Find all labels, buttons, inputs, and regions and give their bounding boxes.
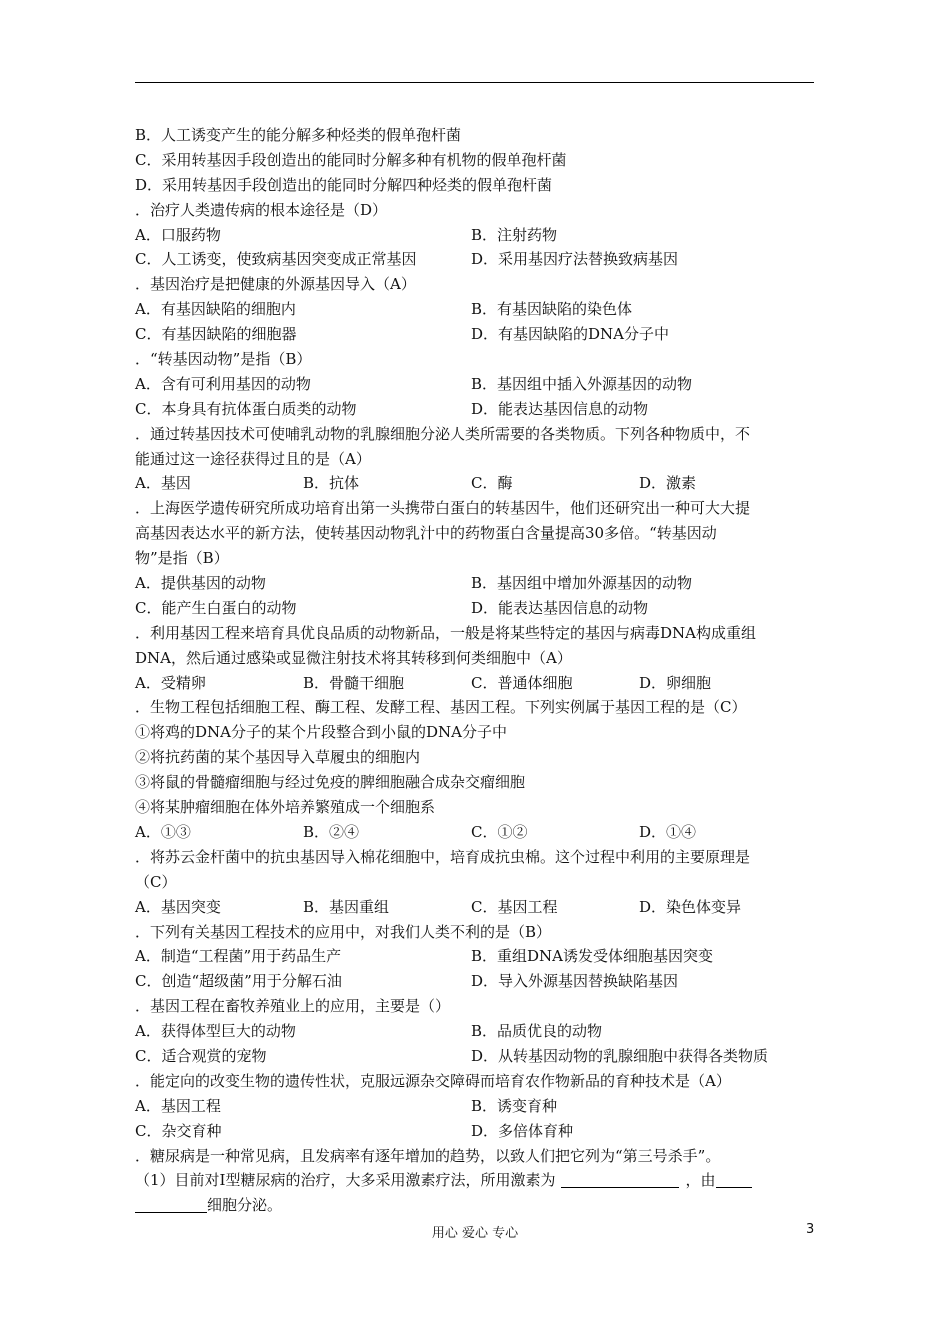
page-footer [0,1222,950,1242]
line-text: ．通过转基因技术可使哺乳动物的乳腺细胞分泌人类所需要的各类物质。下列各种物质中，不 [135,424,751,443]
option-text: A．基因 [135,474,191,493]
text-line [135,720,825,745]
answer-blank[interactable] [135,1196,207,1213]
line-text: 能通过这一途径获得过且的是（A） [135,449,371,468]
line-text: B．人工诱变产生的能分解多种烃类的假单孢杆菌 [135,126,462,144]
text-line [135,1144,825,1169]
option-row [135,596,825,621]
option-text: D．能表达基因信息的动物 [471,399,649,418]
option-text: C．适合观赏的宠物 [135,1046,267,1065]
text-line [135,870,825,895]
line-text: ．“转基因动物”是指（B） [135,350,312,369]
option-text: B．抗体 [303,474,360,493]
option-text: C．基因工程 [471,897,558,916]
option-text: A．有基因缺陷的细胞内 [135,300,296,319]
text-line [135,123,825,148]
option-text: A．基因工程 [135,1096,221,1115]
option-text: D．有基因缺陷的DNA分子中 [471,325,670,344]
option-text: C．普通体细胞 [471,673,573,692]
option-text: D．采用基因疗法替换致病基因 [471,250,679,269]
option-text: A．获得体型巨大的动物 [135,1022,296,1041]
text-line [135,994,825,1019]
line-text: ．生物工程包括细胞工程、酶工程、发酵工程、基因工程。下列实例属于基因工程的是（C） [135,698,747,717]
text-line [135,745,825,770]
line-text: 高基因表达水平的新方法，使转基因动物乳汁中的药物蛋白含量提高30多倍。“转基因动 [135,524,717,543]
option-row [135,1019,825,1044]
option-text: C．本身具有抗体蛋白质类的动物 [135,399,357,418]
option-row [135,297,825,322]
option-row [135,1094,825,1119]
option-row [135,471,825,496]
line-text: ．下列有关基因工程技术的应用中，对我们人类不利的是（B） [135,922,552,941]
option-row [135,372,825,397]
option-text: A．制造“工程菌”用于药品生产 [135,947,342,966]
text-line [135,1069,825,1094]
option-text: C．酶 [471,474,513,493]
option-text: C．创造“超级菌”用于分解石油 [135,972,342,991]
option-row [135,397,825,422]
line-text: ①将鸡的DNA分子的某个片段整合到小鼠的DNA分子中 [135,723,507,742]
option-text: B．注射药物 [471,225,558,244]
line-text: ．将苏云金杆菌中的抗虫基因导入棉花细胞中，培育成抗虫棉。这个过程中利用的主要原理是 [135,847,751,866]
option-text: D．能表达基因信息的动物 [471,598,649,617]
fill-in-line [135,1193,825,1218]
text-line [135,546,825,571]
option-text: B．有基因缺陷的染色体 [471,300,633,319]
option-text: A．提供基因的动物 [135,574,266,593]
option-text: C．能产生白蛋白的动物 [135,598,297,617]
line-text: （C） [135,872,177,891]
text-line [135,845,825,870]
text-line [135,770,825,795]
text-line [135,496,825,521]
text-line [135,621,825,646]
footer-slogan: 用心 爱心 专心 [431,1226,519,1241]
line-text: ．治疗人类遗传病的根本途径是（D） [135,200,388,219]
line-text: ．基因治疗是把健康的外源基因导入（A） [135,275,416,294]
text-line [135,521,825,546]
option-text: C．有基因缺陷的细胞器 [135,325,297,344]
option-text: B．基因重组 [303,897,390,916]
option-row [135,322,825,347]
option-text: B．诱变育种 [471,1096,558,1115]
line-text: ④将某肿瘤细胞在体外培养繁殖成一个细胞系 [135,798,436,817]
option-row [135,571,825,596]
option-row [135,969,825,994]
line-text: ．基因工程在畜牧养殖业上的应用，主要是（） [135,997,451,1016]
option-text: B．基因组中插入外源基因的动物 [471,374,693,393]
text-line [135,695,825,720]
header-rule [135,82,814,83]
document-body [135,123,825,1218]
question-text: 细胞分泌。 [207,1196,283,1215]
option-text: B．重组DNA诱发受体细胞基因突变 [471,947,714,966]
text-line [135,646,825,671]
option-text: C．人工诱变，使致病基因突变成正常基因 [135,250,417,269]
option-text: B．骨髓干细胞 [303,673,405,692]
option-row [135,820,825,845]
option-text: D．染色体变异 [639,897,742,916]
option-text: B．基因组中增加外源基因的动物 [471,574,693,593]
answer-blank[interactable] [716,1171,752,1188]
fill-in-line [135,1168,825,1193]
question-text: （1）目前对Ⅰ型糖尿病的治疗，大多采用激素疗法，所用激素为 [135,1171,556,1190]
option-text: D．从转基因动物的乳腺细胞中获得各类物质 [471,1046,769,1065]
line-text: C．采用转基因手段创造出的能同时分解多种有机物的假单孢杆菌 [135,150,567,169]
option-row [135,1119,825,1144]
option-row [135,247,825,272]
option-text: A．基因突变 [135,897,221,916]
text-line [135,198,825,223]
line-text: ．利用基因工程来培育具优良品质的动物新品，一般是将某些特定的基因与病毒DNA构成重组 [135,623,756,642]
text-line [135,920,825,945]
line-text: D．采用转基因手段创造出的能同时分解四种烃类的假单孢杆菌 [135,175,553,194]
option-text: D．激素 [639,474,697,493]
option-text: D．①④ [639,822,697,841]
text-line [135,272,825,297]
option-text: A．受精卵 [135,673,206,692]
option-text: A．①③ [135,822,191,841]
text-line [135,422,825,447]
option-text: D．多倍体育种 [471,1121,574,1140]
option-text: C．杂交育种 [135,1121,222,1140]
option-text: B．品质优良的动物 [471,1022,603,1041]
text-line [135,447,825,472]
option-text: A．含有可利用基因的动物 [135,374,311,393]
option-text: D．卵细胞 [639,673,712,692]
option-text: D．导入外源基因替换缺陷基因 [471,972,679,991]
option-row [135,1044,825,1069]
line-text: ③将鼠的骨髓瘤细胞与经过免疫的脾细胞融合成杂交瘤细胞 [135,773,526,792]
line-text: ．上海医学遗传研究所成功培育出第一头携带白蛋白的转基因牛，他们还研究出一种可大大提 [135,499,751,518]
option-text: B．②④ [303,822,360,841]
line-text: ②将抗药菌的某个基因导入草履虫的细胞内 [135,748,421,767]
option-row [135,895,825,920]
text-line [135,795,825,820]
option-text: C．①② [471,822,528,841]
text-line [135,347,825,372]
answer-blank[interactable] [561,1171,679,1188]
line-text: ．糖尿病是一种常见病，且发病率有逐年增加的趋势，以致人们把它列为“第三号杀手”。 [135,1146,721,1165]
page-number: 3 [806,1222,815,1237]
question-text: ，由 [685,1171,716,1190]
line-text: ．能定向的改变生物的遗传性状，克服远源杂交障碍而培育农作物新品的育种技术是（A） [135,1071,731,1090]
option-row [135,944,825,969]
option-row [135,671,825,696]
line-text: DNA，然后通过感染或显微注射技术将其转移到何类细胞中（A） [135,648,572,667]
line-text: 物”是指（B） [135,549,229,568]
text-line [135,173,825,198]
option-text: A．口服药物 [135,225,221,244]
text-line [135,148,825,173]
option-row [135,223,825,248]
